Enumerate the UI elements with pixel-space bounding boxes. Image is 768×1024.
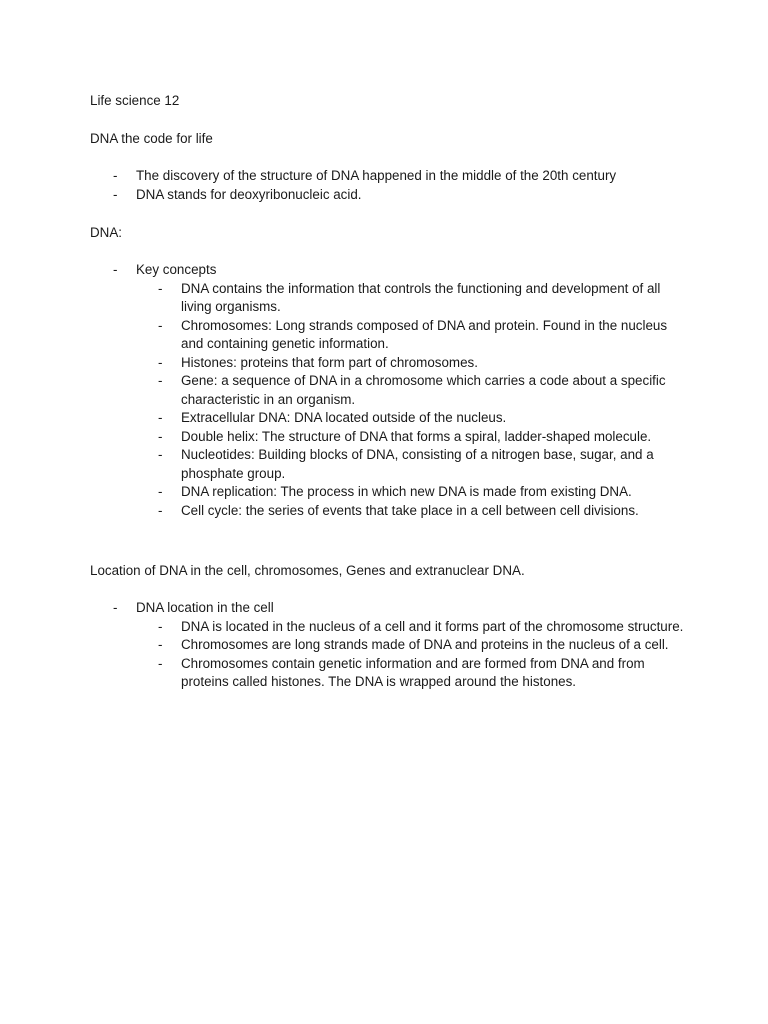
bullet-dash: - xyxy=(158,502,163,518)
sub-list-item-text: Chromosomes: Long strands composed of DNA and protein. Found in the nucleus and containing genetic information. xyxy=(181,317,668,351)
list-item-text: Key concepts xyxy=(136,262,217,277)
list-item-text: The discovery of the structure of DNA happened in the middle of the 20th century xyxy=(136,168,617,183)
bullet-dash: - xyxy=(158,410,163,425)
sub-list-item-text: DNA replication: The process in which new DNA is made from existing DNA. xyxy=(181,484,632,499)
sub-list-item-text: Extracellular DNA: DNA located outside of the nucleus. xyxy=(181,410,507,425)
sub-list-item xyxy=(90,428,690,447)
sub-list-item xyxy=(90,618,690,637)
section-title-dna: DNA: xyxy=(90,225,122,240)
bullet-dash: - xyxy=(158,354,163,370)
bullet-dash: - xyxy=(158,280,163,296)
list-item-text: DNA location in the cell xyxy=(136,600,274,615)
sub-list-item xyxy=(90,502,690,521)
bullet-dash: - xyxy=(113,186,118,202)
sub-list-item-text: Chromosomes are long strands made of DNA and proteins in the nucleus of a cell. xyxy=(181,637,669,652)
section-title-location: Location of DNA in the cell, chromosomes, Genes and extranuclear DNA. xyxy=(90,563,525,578)
sub-list-item-text: Chromosomes contain genetic information and are formed from DNA and from proteins called histones. The DNA is wrapped around the histones. xyxy=(181,655,645,689)
bullet-dash: - xyxy=(158,447,163,462)
list-item-key-concepts xyxy=(90,261,690,280)
sub-list-item xyxy=(90,446,690,483)
bullet-dash: - xyxy=(158,637,163,652)
sub-list-item xyxy=(90,636,690,655)
document-title: Life science 12 xyxy=(90,93,180,108)
bullet-dash: - xyxy=(158,373,163,388)
sub-list-item-text: Gene: a sequence of DNA in a chromosome which carries a code about a specific characteristic in an organism. xyxy=(181,373,666,407)
bullet-dash: - xyxy=(158,655,163,671)
sub-list-item xyxy=(90,483,690,502)
sub-list-item-text: Histones: proteins that form part of chromosomes. xyxy=(181,354,478,370)
list-item xyxy=(90,167,690,186)
list-item-text: DNA stands for deoxyribonucleic acid. xyxy=(136,186,362,202)
location-list xyxy=(90,599,690,692)
bullet-dash: - xyxy=(158,317,163,333)
sub-list-item xyxy=(90,409,690,428)
sub-list-item xyxy=(90,317,690,354)
bullet-dash: - xyxy=(113,600,118,615)
sub-list-item-text: DNA is located in the nucleus of a cell and it forms part of the chromosome structure. xyxy=(181,618,684,634)
list-item xyxy=(90,186,690,205)
sub-list-item-text: Double helix: The structure of DNA that forms a spiral, ladder-shaped molecule. xyxy=(181,428,652,444)
bullet-dash: - xyxy=(113,262,118,277)
sub-list-item-text: DNA contains the information that controls the functioning and development of all living organisms. xyxy=(181,280,661,314)
sub-list-item xyxy=(90,655,690,692)
intro-list xyxy=(90,167,690,204)
sub-list-item xyxy=(90,372,690,409)
bullet-dash: - xyxy=(158,484,163,499)
sub-list-item-text: Cell cycle: the series of events that take place in a cell between cell divisions. xyxy=(181,502,639,518)
bullet-dash: - xyxy=(158,618,163,634)
sub-list-item xyxy=(90,354,690,373)
section-title-dna-code: DNA the code for life xyxy=(90,131,213,146)
sub-list-item xyxy=(90,280,690,317)
bullet-dash: - xyxy=(158,428,163,444)
bullet-dash: - xyxy=(113,168,118,183)
list-item-location xyxy=(90,599,690,618)
sub-list-item-text: Nucleotides: Building blocks of DNA, consisting of a nitrogen base, sugar, and a phosphate group. xyxy=(181,447,654,481)
key-concepts-list xyxy=(90,261,690,520)
